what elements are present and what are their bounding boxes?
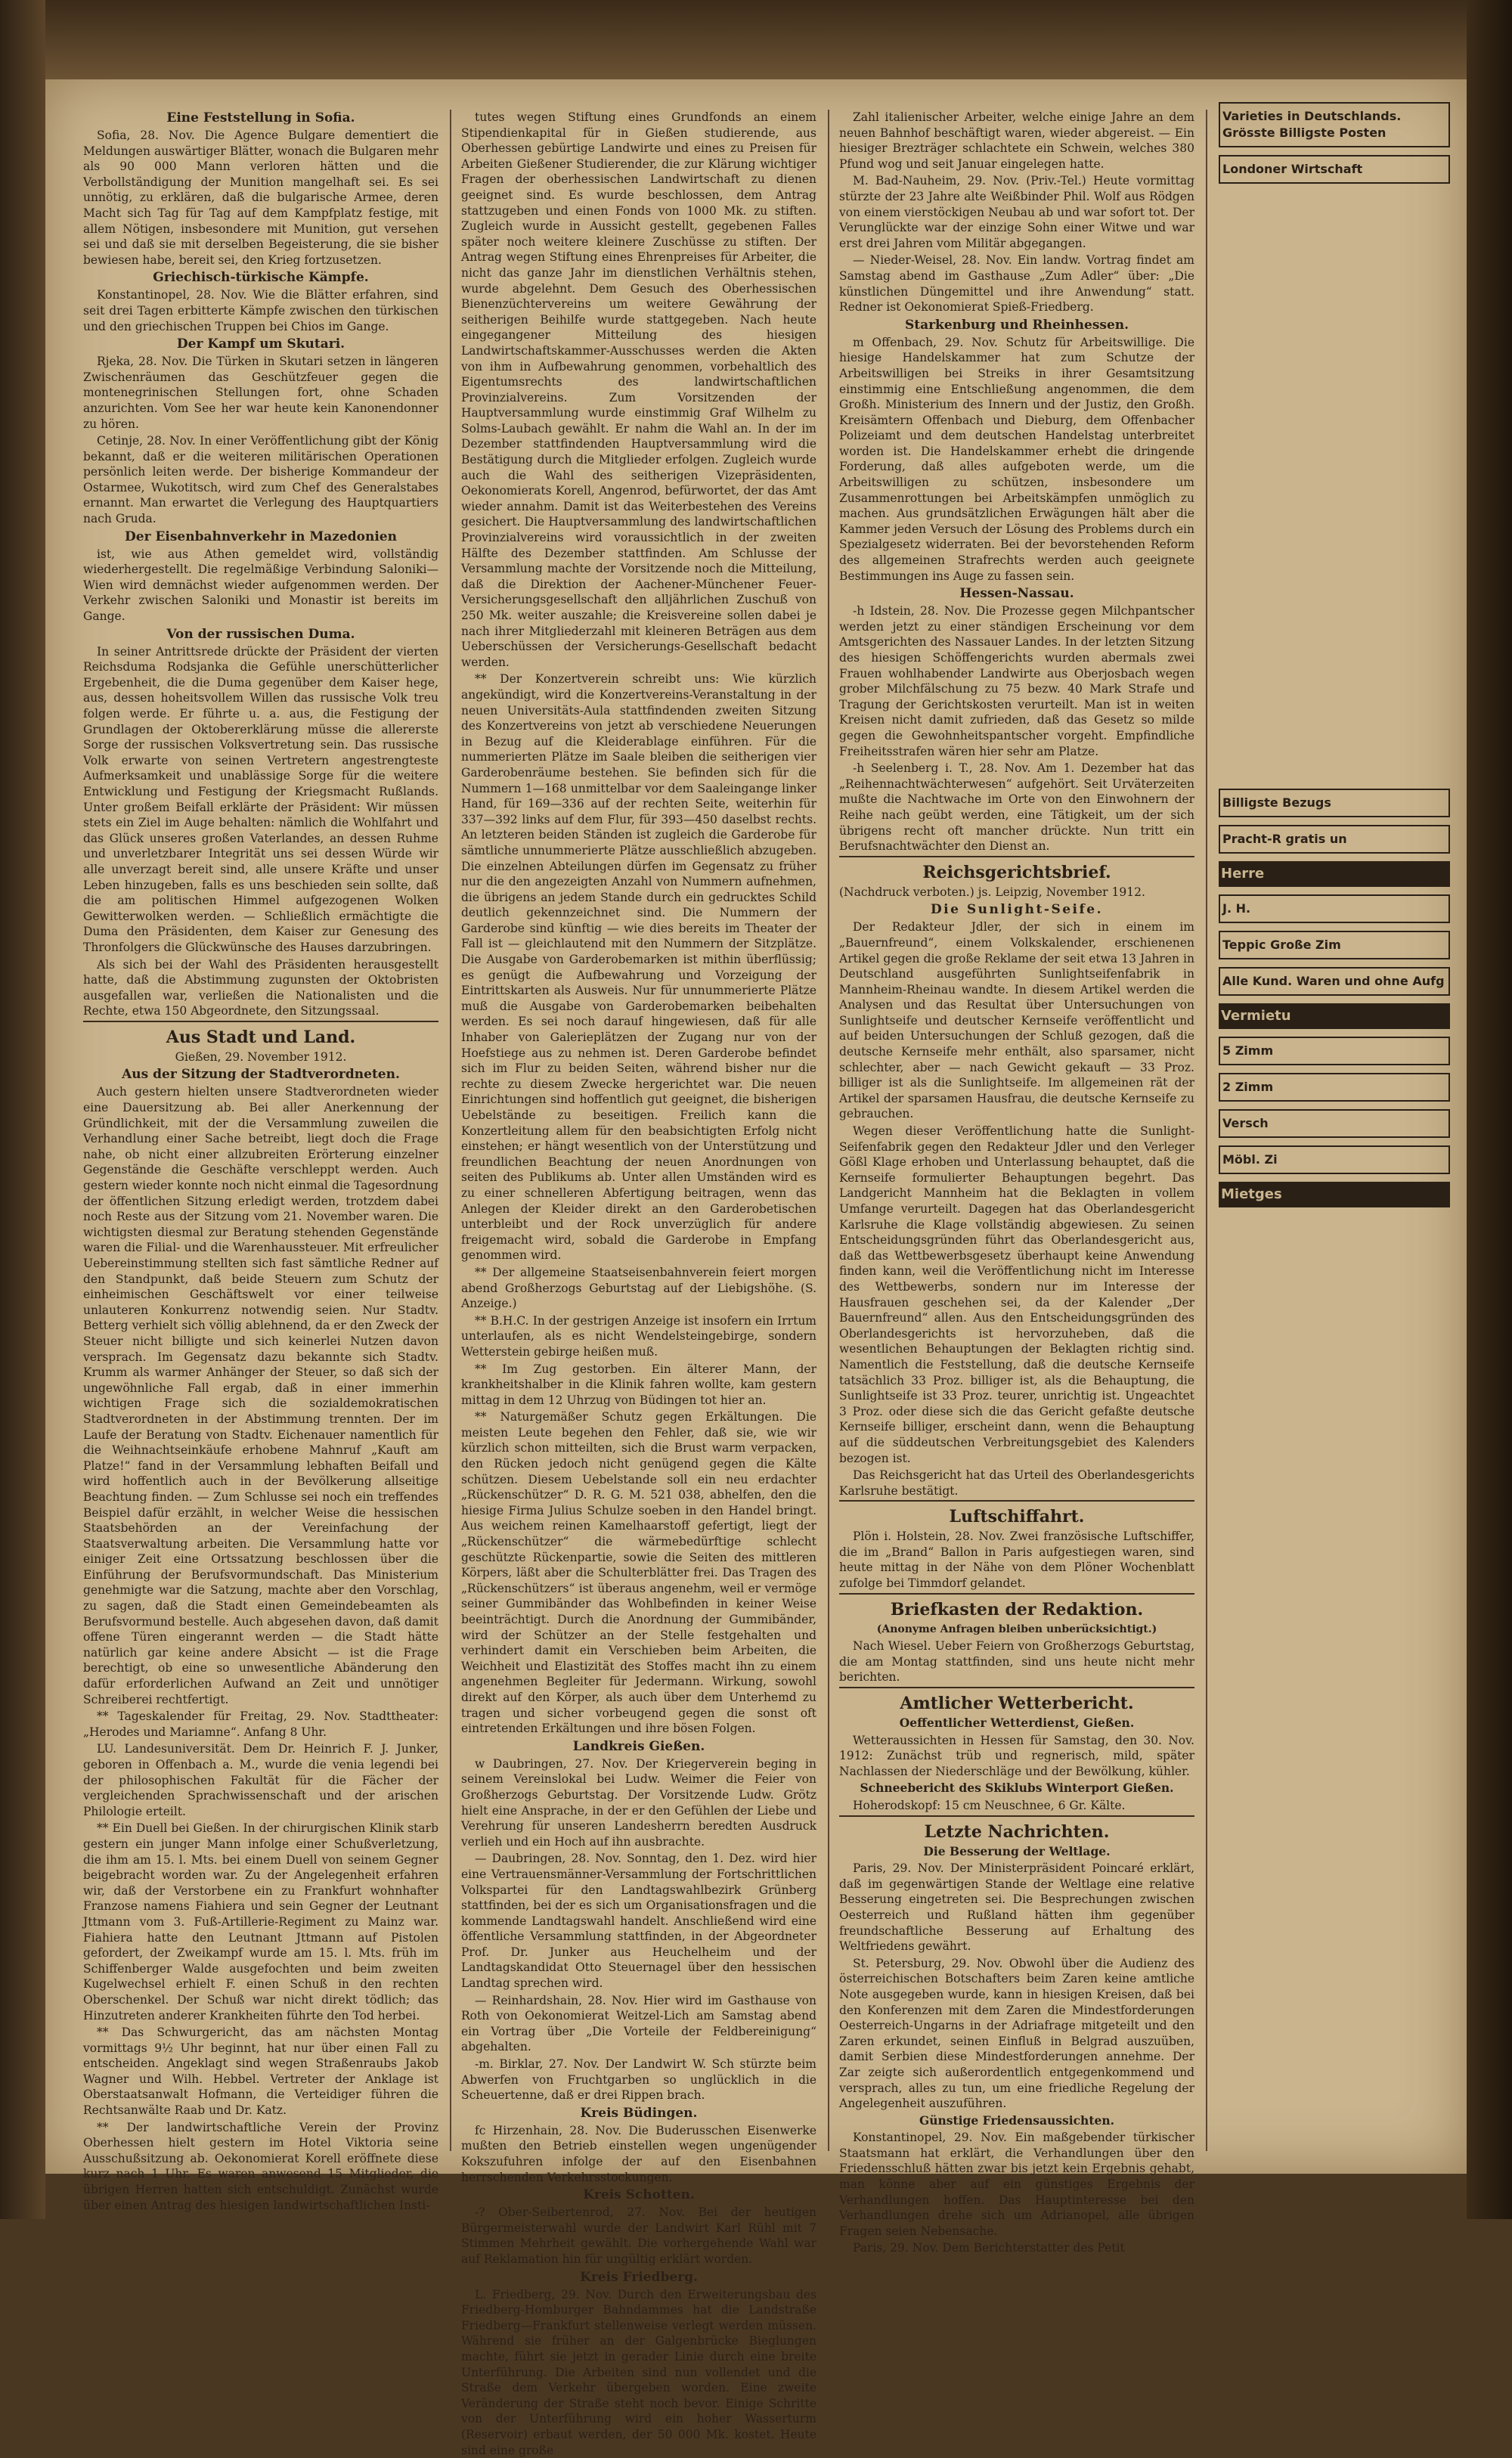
article-text: tutes wegen Stiftung eines Grundfonds an einem Stipendienkapital für in Gießen studierende, aus Oberhessen gebürtige Landwirte und eines zu Preisen für Arbeiten Gießener Studierender, die zur Klärung wichtiger Fragen der oberhessischen Landwirtschaft zu dienen geeignet sind. Es wurde beschlossen, dem Antrag stattzugeben und einen Fonds von 1000 Mk. zu stiften. Zugleich wurde in Aussicht gestellt, gegebenen Falles später noch weitere kleinere Zuschüsse zu stiften. Der Antrag wegen Stiftung eines Ehrenpreises für Arbeiter, die nicht das ganze Jahr im dienstlichen Verhältnis stehen, wurde abgelehnt. Dem Gesuch des Oberhessischen Bienenzüchtervereins um weitere Gewährung der seitherigen Beihilfe wurde stattgegeben. Nach heute eingegangener Mitteilung des hiesigen Landwirtschaftskammer-Ausschusses werden die Akten von ihm in Aufbewahrung genommen, vorbehaltlich des Eigentumsrechts des landwirtschaftlichen Provinzialvereins. Zum Vorsitzenden der Hauptversammlung wurde einstimmig Graf Wilhelm zu Solms-Laubach gewählt. Er nahm die Wahl an. In der im Dezember stattfindenden Hauptversammlung wird die Bestätigung durch die Mitglieder erfolgen. Zugleich wurde auch die Wahl des seitherigen Vizepräsidenten, Oekonomierats Korell, Angenrod, befürwortet, der das Amt wieder annahm. Damit ist das Weiterbestehen des Vereins gesichert. Die Hauptversammlung des landwirtschaftlichen Provinzialvereins wird voraussichtlich in der zweiten Hälfte des Dezember stattfinden. Am Schlusse der Versammlung machte der Vorsitzende noch die Mitteilung, daß die Direktion der Aachener-Münchener Feuer-Versicherungsgesellschaft den alljährlichen Zuschuß von 250 Mk. weiter auszahle; die Kreisvereine sollen dabei je nach ihrer Mitgliederzahl mit kleineren Beträgen aus dem Ueberschüssen der Versicherungs-Gesellschaft bedacht werden. <box>461 110 816 669</box>
headline: Der Eisenbahnverkehr in Mazedonien <box>125 528 397 544</box>
article-text: Konstantinopel, 29. Nov. Ein maßgebender türkischer Staatsmann hat erklärt, die Verhandlungen über den Friedensschluß hätten zwar bis jetzt kein Ergebnis gehabt, man könne aber auf ein günstiges Ergebnis der Verhandlungen hoffen. Das Hauptinteresse bei den Verhandlungen drehe sich um Adrianopel, alle übrigen Fragen seien Nebensache. <box>839 2131 1194 2238</box>
region-heading: Landkreis Gießen. <box>572 1738 705 1754</box>
article-text: St. Petersburg, 29. Nov. Obwohl über die Audienz des österreichischen Botschafters beim Zaren keine amtliche Note ausgegeben wurde, kann in hiesigen Kreisen, daß bei den Konferenzen mit dem Zaren die Mindestforderungen Oesterreich-Ungarns in der Adriafrage mitgeteilt und den Zaren erkundet, seinen Einfluß in Belgrad auszuüben, damit Serbien diese Mindestforderungen annehme. Der Zar zeigte sich außerordentlich entgegenkommend und versprach, alles zu tun, um eine friedliche Regelung der Angelegenheit auszuführen. <box>839 1956 1194 2111</box>
ad-spacer <box>1217 191 1452 781</box>
article-text: -? Ober-Seibertenrod, 27. Nov. Bei der heutigen Bürgermeisterwahl wurde der Landwirt Karl Rühl mit 7 Stimmen Mehrheit gewählt. Die vorhergehende Wahl war auf Reklamation hin für ungültig erklärt worden. <box>461 2205 816 2266</box>
article-text: — Nieder-Weisel, 28. Nov. Ein landw. Vortrag findet am Samstag abend im Gasthause „Zum Adler“ über: „Die künstlichen Düngemittel und ihre Anwendung“ statt. Redner ist Oekonomierat Spieß-Friedberg. <box>839 253 1194 315</box>
region-heading: Kreis Büdingen. <box>580 2105 698 2121</box>
headline: Aus der Sitzung der Stadtverordneten. <box>122 1067 400 1083</box>
region-heading: Kreis Friedberg. <box>580 2269 698 2285</box>
article-text: Wetteraussichten in Hessen für Samstag, den 30. Nov. 1912: Zunächst trüb und regnerisch, mild, später Nachlassen der Niederschläge und der Bewölkung, kühler. <box>839 1733 1194 1778</box>
subheadline: Günstige Friedensaussichten. <box>919 2112 1115 2128</box>
column-divider <box>1206 110 1207 2151</box>
article-text: -m. Birklar, 27. Nov. Der Landwirt W. Sch stürzte beim Abwerfen von Fruchtgarben so unglücklich in die Scheuertenne, daß er drei Rippen brach. <box>461 2057 816 2103</box>
right-edge <box>1467 0 1512 2219</box>
advertisement-column <box>1217 95 1452 2166</box>
region-heading: Hessen-Nassau. <box>959 586 1074 602</box>
headline: Letzte Nachrichten. <box>839 1815 1194 1843</box>
subheadline: Die Besserung der Weltlage. <box>923 1843 1111 1858</box>
advertisement: Vermietu <box>1219 1003 1450 1029</box>
subheadline: Oeffentlicher Wetterdienst, Gießen. <box>899 1716 1135 1731</box>
article-text: Das Reichsgericht hat das Urteil des Oberlandesgerichts Karlsruhe bestätigt. <box>839 1468 1194 1498</box>
article-text: w Daubringen, 27. Nov. Der Kriegerverein beging in seinem Vereinslokal bei Ludw. Weimer die Feier von Großherzogs Geburtstag. Der Vorsitzende Ludw. Grötz hielt eine Ansprache, in der er den Gefühlen der Liebe und Verehrung für unseren Landesherrn beredten Ausdruck verlieh und ein Hoch auf ihn ausbrachte. <box>461 1756 816 1849</box>
headline: Luftschiffahrt. <box>839 1500 1194 1527</box>
advertisement: 5 Zimm <box>1219 1037 1450 1065</box>
region-heading: Starkenburg und Rheinhessen. <box>904 317 1129 333</box>
article-text: ** Tageskalender für Freitag, 29. Nov. Stadttheater: „Herodes und Mariamne“. Anfang 8 Uhr. <box>83 1709 438 1739</box>
column-divider <box>828 110 829 2151</box>
article-text: LU. Landesuniversität. Dem Dr. Heinrich F. J. Junker, geboren in Offenbach a. M., wurde die venia legendi bei der philosophischen Fakultät für die Fächer der vergleichenden Sprachwissenschaft und der arischen Philologie erteilt. <box>83 1742 438 1818</box>
article-text: Zahl italienischer Arbeiter, welche einige Jahre an dem neuen Bahnhof beschäftigt waren, wieder abgereist. — Ein hiesiger Brezträger schlachtete ein Schwein, welches 380 Pfund wog und seit Januar eingelegen hatte. <box>839 110 1194 171</box>
advertisement: Pracht-R gratis un <box>1219 825 1450 854</box>
article-text: ** Der Konzertverein schreibt uns: Wie kürzlich angekündigt, wird die Konzertvereins-Veranstaltung in der neuen Universitäts-Aula stattfindenden zweiten Sitzung des Konzertvereins von jetzt ab verschiedene Neuerungen in Bezug auf die Kleiderablage einführen. Für die nummerierten Plätze im Saale bleiben die seitherigen vier Garderobenräume bestehen. Sie befinden sich für die Nummern 1—168 unmittelbar vor dem Saaleingange linker Hand, für 169—336 auf der rechten Seite, weiterhin für 337—392 links auf dem Flur, für 393—450 daselbst rechts. An letzteren beiden Ständen ist zugleich die Garderobe für sämtliche unnummerierte Plätze ausschließlich abzugeben. Die einzelnen Abteilungen dürfen im Gegensatz zu früher nur die den angezeigten Anzahl von Nummern aufnehmen, die übrigens an jedem Stande durch ein gedrucktes Schild deutlich gekennzeichnet sind. Die Nummern der Garderobe sind künftig — wie dies bereits im Theater der Fall ist — gleichlautend mit den Nummern der Sitzplätze. Die Ausgabe von Garderobemarken ist mithin überflüssig; es genügt die Aufbewahrung und Vorzeigung der Eintrittskarten als Ausweis. Nur für unnummerierte Plätze muß die Ausgabe von Garderobemarken beibehalten werden. Es sei noch darauf hingewiesen, daß für alle Inhaber von Galerieplätzen der Zugang nur von der Hoefstiege aus zu nehmen ist. Deren Garderobe befindet sich im Flur zu beiden Seiten, während bisher nur die rechte zu diesem Zwecke hergerichtet war. Die neuen Einrichtungen sind hoffentlich gut geeignet, die bisherigen Uebelstände zu beseitigen. Freilich kann die Konzertleitung allem für den beabsichtigten Erfolg nicht einstehen; er hängt wesentlich von der Unterstützung und freundlichen Beachtung der neuen Anordnungen von seiten des Publikums ab. Unter allen Umständen wird es zu einer schnelleren Abfertigung beitragen, wenn das Anlegen der Kleider direkt an den Garderobetischen unterbleibt und der Rock unverzüglich für andere freigemacht wird, sobald die Garderobe in Empfang genommen wird. <box>461 672 816 1263</box>
byline: (Nachdruck verboten.) js. Leipzig, November 1912. <box>839 885 1145 899</box>
article-text: -h Idstein, 28. Nov. Die Prozesse gegen Milchpantscher werden jetzt zu einer ständigen Erscheinung vor dem Amtsgerichten des Nassauer Landes. In der letzten Sitzung des hiesigen Schöffengerichts wurden abermals zwei Frauen wohlhabender Landwirte aus Oberjosbach wegen grober Milchfälschung zu 75 bezw. 40 Mark Strafe und Tragung der Gerichtskosten verurteilt. Man ist in weiten Kreisen nicht damit zufrieden, daß das Gesetz so milde gegen die Gewohnheitspantscher vorgeht. Empfindliche Freiheitsstrafen wären hier sehr am Platze. <box>839 604 1194 758</box>
article-text: — Daubringen, 28. Nov. Sonntag, den 1. Dez. wird hier eine Vertrauensmänner-Versammlung der Fortschrittlichen Volkspartei für den Landtagswahlbezirk Grünberg stattfinden, bei der es sich um Organisationsfragen und die kommende Landtagswahl handelt. Anschließend wird eine öffentliche Versammlung stattfinden, in der Abgeordneter Prof. Dr. Junker aus Heuchelheim und der Landtagskandidat Otto Steuernagel über den hessischen Landtag sprechen wird. <box>461 1852 816 1991</box>
article-text: Der Redakteur Jdler, der sich in einem im „Bauernfreund“, einem Volkskalender, erschienenen Artikel gegen die große Reklame der seit etwa 13 Jahren in Deutschland ausgeführten Sunlightseifenfabrik in Mannheim-Rheinau wandte. In diesem Artikel werden die Analysen und das Resultat über Untersuchungen von Sunlightseife und deutscher Kernseife veröffentlicht und auf beiden Untersuchungen der Schluß gezogen, daß die deutsche Kernseife mehr enthält, also sparsamer, nicht schlechter, aber — nach Gewicht gekauft — 33 Proz. billiger ist als die Sunlightseife. Im allgemeinen rät der Artikel der sparsamen Hausfrau, die deutsche Kernseife zu gebrauchen. <box>839 920 1194 1121</box>
article-text: Rjeka, 28. Nov. Die Türken in Skutari setzen in längeren Zwischenräumen das Geschützfeuer gegen die montenegrinischen Stellungen fort, ohne Schaden anzurichten. Vom See her war heute kein Kanonendonner zu hören. <box>83 355 438 431</box>
article-text: Auch gestern hielten unsere Stadtverordneten wieder eine Dauersitzung ab. Bei aller Anerkennung der Gründlichkeit, mit der die Versammlung zuweilen die Verhandlung einer Sache betreibt, liegt doch die Frage nahe, ob nicht einer allzubreiten Erörterung einzelner Gegenstände die Geschäfte verschleppt werden. Auch gestern wieder konnte noch nicht einmal die Tagesordnung der öffentlichen Sitzung erledigt werden, trotzdem dabei noch Reste aus der Sitzung vom 21. November waren. Die wichtigsten diesmal zur Beratung stehenden Gegenstände waren die Filial- und die Warenhaussteuer. Mit erfreulicher Uebereinstimmung stellten sich fast sämtliche Redner auf den Standpunkt, daß beide Steuern zum Schutz der einheimischen Geschäftswelt vor einer teilweise unlauteren Konkurrenz notwendig seien. Nur Stadtv. Betterg verhielt sich völlig ablehnend, da er den Zweck der Steuer nicht billigte und sich keinerlei Nutzen davon versprach. Im Gegensatz dazu bekannte sich Stadtv. Krumm als warmer Anhänger der Steuer, so daß sich der ungewöhnliche Fall ergab, daß in einer immerhin wichtigen Frage sich die sozialdemokratischen Stadtverordneten in der Abstimmung trennten. Der im Laufe der Beratung von Stadtv. Eichenauer namentlich für die Weihnachtseinkäufe erhobene Mahnruf „Kauft am Platze!“ fand in der Versammlung lebhaften Beifall und wird hoffentlich auch in der Bevölkerung allseitige Beachtung finden. — Zum Schlusse sei noch ein treffendes Beispiel dafür erzählt, in welcher Weise die hessischen Staatsbehörden an der Vereinfachung der Staatsverwaltung arbeiten. Die Versammlung hatte vor einiger Zeit eine Ortssatzung beschlossen über die Einführung der Berufsvormundschaft. Das Ministerium genehmigte war die Satzung, machte aber den Vorschlag, zu sagen, daß die Stadt einen Gemeindebeamten als Berufsvormund bestelle. Auch abgesehen davon, daß damit offene Türen eingerannt werden — die Stadt hätte natürlich gar keine andere Absicht — ist die Frage berechtigt, ob eine so unwesentliche Abänderung den dafür erforderlichen Aufwand an Zeit und unnötiger Schreiberei rechtfertigt. <box>83 1085 438 1706</box>
article-text: — Reinhardshain, 28. Nov. Hier wird im Gasthause von Roth von Oekonomierat Weitzel-Lich am Samstag abend ein Vortrag über „Die Vorteile der Feldbereinigung“ abgehalten. <box>461 1993 816 2054</box>
article-text: Cetinje, 28. Nov. In einer Veröffentlichung gibt der König bekannt, daß er die weiteren militärischen Operationen persönlich leiten werde. Der bisherige Kommandeur der Ostarmee, Wukotitsch, wird zum Chef des Generalstabes ernannt. Man erwartet die Verlegung des Hauptquartiers nach Gruda. <box>83 434 438 526</box>
subheadline: (Anonyme Anfragen bleiben unberücksichtigt.) <box>876 1623 1157 1635</box>
article-text: Paris, 29. Nov. Dem Berichterstatter des Petit <box>853 2241 1125 2255</box>
advertisement: Alle Kund. Waren und ohne Aufg <box>1219 967 1450 996</box>
article-text: M. Bad-Nauheim, 29. Nov. (Priv.-Tel.) Heute vormittag stürzte der 23 Jahre alte Weißbinder Phil. Wolf aus Rödgen von einem vierstöckigen Neubau ab und war sofort tot. Der Verunglückte war der einzige Sohn einer Witwe und war erst drei Jahren vom Militär abgegangen. <box>839 174 1194 250</box>
article-text: Als sich bei der Wahl des Präsidenten herausgestellt hatte, daß die Abstimmung zugunsten der Oktobristen ausgefallen war, verließen die Nationalisten und die Rechte, etwa 150 Abgeordnete, den Sitzungssaal. <box>83 957 438 1018</box>
article-text: Hoherodskopf: 15 cm Neuschnee, 6 Gr. Kälte. <box>853 1799 1126 1812</box>
article-text: ** Naturgemäßer Schutz gegen Erkältungen. Die meisten Leute begehen den Fehler, daß sie, wie wir kürzlich schon mitteilten, sich die Brust warm verpacken, den Rücken jedoch nicht genügend gegen die Kälte schützen. Diesem Uebelstande soll ein neu erdachter „Rückenschützer“ D. R. G. M. 521 038, abhelfen, den die hiesige Firma Julius Schulze soeben in den Handel bringt. Aus weichem reinen Kamelhaarstoff gefertigt, liegt der „Rückenschützer“ die wärmebedürftige schlecht geschützte Rückenpartie, sowie die Seiten des mittleren Körpers, läßt aber die Schulterblätter frei. Das Tragen des „Rückenschützers“ ist überaus angenehm, weil er vermöge seiner Gummibänder das Wohlbefinden in keiner Weise beeinträchtigt. Durch die Anordnung der Gummibänder, wird der Schützer an der Stelle festgehalten und verhindert damit ein Verschieben beim Arbeiten, die Weichheit und Elastizität des Stoffes macht ihn zu einem angenehmen Begleiter für Jedermann. Wirkung, sowohl direkt auf den Körper, als auch über dem Unterhemd zu tragen und sicher vorbeugend gegen die sonst oft eintretenden Erkältungen und ihre bösen Folgen. <box>461 1410 816 1736</box>
headline: Reichsgerichtsbrief. <box>839 856 1194 883</box>
article-text: ** B.H.C. In der gestrigen Anzeige ist insofern ein Irrtum unterlaufen, als es nicht Wendelsteingebirge, sondern Wetterstein gebirge heißen muß. <box>461 1313 816 1359</box>
advertisement: Varieties in Deutschlands. Grösste Billigste Posten <box>1219 102 1450 147</box>
advertisement: J. H. <box>1219 894 1450 923</box>
headline: Briefkasten der Redaktion. <box>839 1593 1194 1620</box>
advertisement: 2 Zimm <box>1219 1073 1450 1102</box>
subheadline: Die Sunlight-Seife. <box>930 902 1104 918</box>
article-text: fc Hirzenhain, 28. Nov. Die Buderusschen Eisenwerke mußten den Betrieb einstellen wegen ungenügender Kokszufuhren infolge der auf den Eisenbahnen herrschenden Verkehrsstockungen. <box>461 2123 816 2184</box>
article-text: m Offenbach, 29. Nov. Schutz für Arbeitswillige. Die hiesige Handelskammer hat zum Schutze der Arbeitswilligen bei Streiks in ihrer Gesamtsitzung einstimmig eine Entschließung angenommen, die dem Großh. Ministerium des Innern und der Justiz, den Großh. Kreisämtern Offenbach und Dieburg, dem Offenbacher Polizeiamt und dem deutschen Handelstag unterbreitet worden ist. Die Handelskammer erhebt die dringende Forderung, daß alles aufgeboten werde, um die Arbeitswilligen zu schützen, insbesondere um Zusammenrottungen bei Arbeitskämpfen unmöglich zu machen. Aus grundsätzlichen Erwägungen hält aber die Kammer jeden Versuch der Lösung des Problems durch ein Spezialgesetz widerraten. Bei der bevorstehenden Reform des allgemeinen Strafrechts werden auch geeignete Bestimmungen ins Auge zu fassen sein. <box>839 335 1194 583</box>
headline: Der Kampf um Skutari. <box>176 336 345 352</box>
article-text: Konstantinopel, 28. Nov. Wie die Blätter erfahren, sind seit drei Tagen erbitterte Kämpfe zwischen den türkischen und den griechischen Truppen bei Chios im Gange. <box>83 288 438 333</box>
advertisement: Versch <box>1219 1109 1450 1138</box>
headline: Von der russischen Duma. <box>166 626 355 642</box>
column-2 <box>461 110 816 2457</box>
headline: Eine Feststellung in Sofia. <box>166 110 355 126</box>
section-title: Aus Stadt und Land. <box>83 1021 438 1048</box>
article-text: ** Das Schwurgericht, das am nächsten Montag vormittags 9½ Uhr beginnt, hat nur über einen Fall zu entscheiden. Angeklagt sind wegen Straßenraubs Jakob Wagner und Wilh. Hebbel. Vertreter der Anklage ist Oberstaatsanwalt Hofmann, die Verteidiger führen die Rechtsanwälte Raab und Dr. Katz. <box>83 2026 438 2118</box>
article-text: ** Der landwirtschaftliche Verein der Provinz Oberhessen hielt gestern im Hotel Viktoria seine Ausschußsitzung ab. Oekonomierat Korell eröffnete diese kurz nach 1 Uhr. Es waren anwesend 15 Mitglieder, die übrigen Herren hatten sich entschuldigt. Zunächst wurde über einen Antrag des hiesigen landwirtschaftlichen Insti- <box>83 2120 438 2212</box>
dateline: Gießen, 29. November 1912. <box>175 1049 347 1064</box>
article-text: Wegen dieser Veröffentlichung hatte die Sunlight-Seifenfabrik gegen den Redakteur Jdler und den Verleger Gößl Klage erhoben und Unterlassung behauptet, daß die Kernseife formulierter Behauptungen begehrt. Das Landgericht Mannheim hat die Beklagten in vollem Umfange verurteilt. Dagegen hat das Oberlandesgericht Karlsruhe die Klage vollständig abgewiesen. Zu seinen Entscheidungsgründen führt das Oberlandesgericht aus, daß das Wettbewerbsgesetz überhaupt keine Anwendung finden kann, weil die Veröffentlichung nicht im Interesse des Wettbewerbs, sondern nur im Interesse der Hausfrauen geschehen sei, da der Kalender „Der Bauernfreund“ allen. Aus den Entscheidungsgründen des Oberlandesgerichts ist hervorzuheben, daß die wesentlichen Behauptungen der Beklagten richtig sind. Namentlich die Feststellung, daß die deutsche Kernseife tatsächlich 33 Proz. billiger ist, als die Behauptung, die Sunlightseife ist 33 Proz. teurer, unrichtig ist. Ungeachtet 3 Proz. oder diese sich die das Gericht gefaßte deutsche Kernseife billiger, erscheint dann, wenn die Behauptung auf die süddeutschen Verbreitungsgebiet des Kalenders bezogen ist. <box>839 1124 1194 1465</box>
article-text: Paris, 29. Nov. Der Ministerpräsident Poincaré erklärt, daß im gegenwärtigen Stande der Weltlage eine relative Besserung eingetreten sei. Die Besprechungen zwischen Oesterreich und Rußland hätten ihm gegenüber freundschaftliche Besserung auf Erhaltung des Weltfriedens gewährt. <box>839 1861 1194 1954</box>
advertisement: Möbl. Zi <box>1219 1145 1450 1174</box>
advertisement: Herre <box>1219 861 1450 887</box>
column-divider <box>450 110 451 2151</box>
article-text: -h Seelenberg i. T., 28. Nov. Am 1. Dezember hat das „Reihennachtwächterwesen“ aufgehört. Seit Urväterzeiten mußte die Nachtwache im Orte von den Einwohnern der Reihe nach geübt werden, eine Tätigkeit, um der sich übrigens recht oft mancher drückte. Nun tritt ein Berufsnachtwächter den Dienst an. <box>839 761 1194 854</box>
advertisement: Billigste Bezugs <box>1219 789 1450 817</box>
article-text: ** Im Zug gestorben. Ein älterer Mann, der krankheitshalber in die Klinik fahren wollte, kam gestern mittag in dem 12 Uhrzug von Büdingen tot hier an. <box>461 1362 816 1407</box>
advertisement: Mietges <box>1219 1182 1450 1207</box>
article-text: ** Der allgemeine Staatseisenbahnverein feiert morgen abend Großherzogs Geburtstag auf der Liebigshöhe. (S. Anzeige.) <box>461 1265 816 1311</box>
article-text: L. Friedberg, 29. Nov. Durch den Erweiterungsbau des Friedberg-Homburger Bahndammes hat die Landstraße Friedberg—Frankfurt stellenweise verlegt werden müssen. Während sie früher an der Galgenbrücke Bieglungen machte, führt sie jetzt in gerader Linie durch eine breite Unterführung. Die Arbeiten sind nun vollendet und die Straße dem Verkehr übergeben worden. Eine zweite Veränderung der Straße steht noch bevor. Einige Schritte von der Unterführung wird ein hoher Wasserturm (Reservoir) erbaut werden, der 50 000 Mk. kostet. Heute sind eine große <box>461 2287 816 2457</box>
region-heading: Kreis Schotten. <box>583 2187 695 2203</box>
headline: Amtlicher Wetterbericht. <box>839 1687 1194 1714</box>
left-edge <box>0 0 45 2219</box>
article-text: ist, wie aus Athen gemeldet wird, vollständig wiederhergestellt. Die regelmäßige Verbindung Saloniki—Wien wird demnächst wieder aufgenommen werden. Der Verkehr zwischen Saloniki und Monastir ist bereits im Gange. <box>83 547 438 624</box>
article-text: ** Ein Duell bei Gießen. In der chirurgischen Klinik starb gestern ein junger Mann infolge einer Schußverletzung, die ihm am 15. l. Mts. bei einem Duell von seinem Gegner beigebracht worden war. Zu der Angelegenheit erfahren wir, daß der Verstorbene ein zu Frankfurt wohnhafter Franzose namens Fiahiera und sein Gegner der Leutnant Jttmann vom 3. Fuß-Artillerie-Regiment zu Mainz war. Fiahiera hatte den Leutnant Jttmann auf Pistolen gefordert, der Zweikampf wurde am 15. l. Mts. früh im Schiffenberger Walde ausgefochten und beim zweiten Kugelwechsel erhielt F. einen Schuß in den rechten Oberschenkel. Der Schuß war nicht direkt tödlich; das Hinzutreten anderer Krankheiten führte den Tod herbei. <box>83 1821 438 2023</box>
article-text: Nach Wiesel. Ueber Feiern von Großherzogs Geburtstag, die am Montag stattfinden, sind uns heute nicht mehr berichten. <box>839 1639 1194 1685</box>
column-1 <box>83 110 438 2212</box>
column-3 <box>839 110 1194 2255</box>
subheadline: Schneebericht des Skiklubs Winterport Gießen. <box>860 1781 1174 1796</box>
article-text: Sofia, 28. Nov. Die Agence Bulgare dementiert die Meldungen auswärtiger Blätter, wonach die Bulgaren mehr als 90 000 Mann verloren hätten und die Verbollständigung der Munition mangelhaft sei. Es sei unnötig, zu erklären, daß die bulgarische Armee, deren Macht sich Tag für Tag auf dem Kampfplatz festige, mit allem Nötigen, insbesondere mit Munition, gut versehen sei und daß sie mit derselben Begeisterung, die sie bisher bewiesen habe, bereit sei, den Krieg fortzusetzen. <box>83 129 438 267</box>
top-edge <box>45 0 1467 79</box>
article-text: Plön i. Holstein, 28. Nov. Zwei französische Luftschiffer, die im „Brand“ Ballon in Paris aufgestiegen waren, sind heute mittag in der Nähe von dem Plöner Wochenblatt zufolge bei Timmdorf gelandet. <box>839 1530 1194 1591</box>
headline: Griechisch-türkische Kämpfe. <box>153 270 369 286</box>
article-text: In seiner Antrittsrede drückte der Präsident der vierten Reichsduma Rodsjanka die Gefühle unerschütterlicher Ergebenheit, die die Duma gegenüber dem Kaiser hege, aus, dessen hoheitsvollem Willen das russische Volk treu folgen werde. Er führte u. a. aus, die Festigung der Grundlagen der Oktobererklärung müsse die allererste Sorge der russischen Volksvertretung sein. Das russische Volk erwarte von seinen Vertretern angestrengteste Aufmerksamkeit und unablässige Sorge für die weitere Entwicklung und Festigung der Kriegsmacht Rußlands. Unter großem Beifall erklärte der Präsident: Wir müssen stets ein Ziel im Auge behalten: nämlich die Wohlfahrt und das Glück unseres großen Vaterlandes, an dessen Ruhme und unverletzbarer Integrität uns sei dessen Würde wir alle unverzagt bereit sind, alle unsere Kräfte und unser Leben hinzugeben, falls es uns beschieden sein sollte, daß die am politischen Himmel aufgezogenen Wolken Gewitterwolken werden. — Schließlich ermächtigte die Duma den Präsidenten, dem Kaiser zur Genesung des Thronfolgers die Glückwünsche des Hauses darzubringen. <box>83 644 438 954</box>
advertisement: Teppic Große Zim <box>1219 931 1450 959</box>
advertisement: Londoner Wirtschaft <box>1219 155 1450 184</box>
newspaper-page <box>45 79 1467 2457</box>
